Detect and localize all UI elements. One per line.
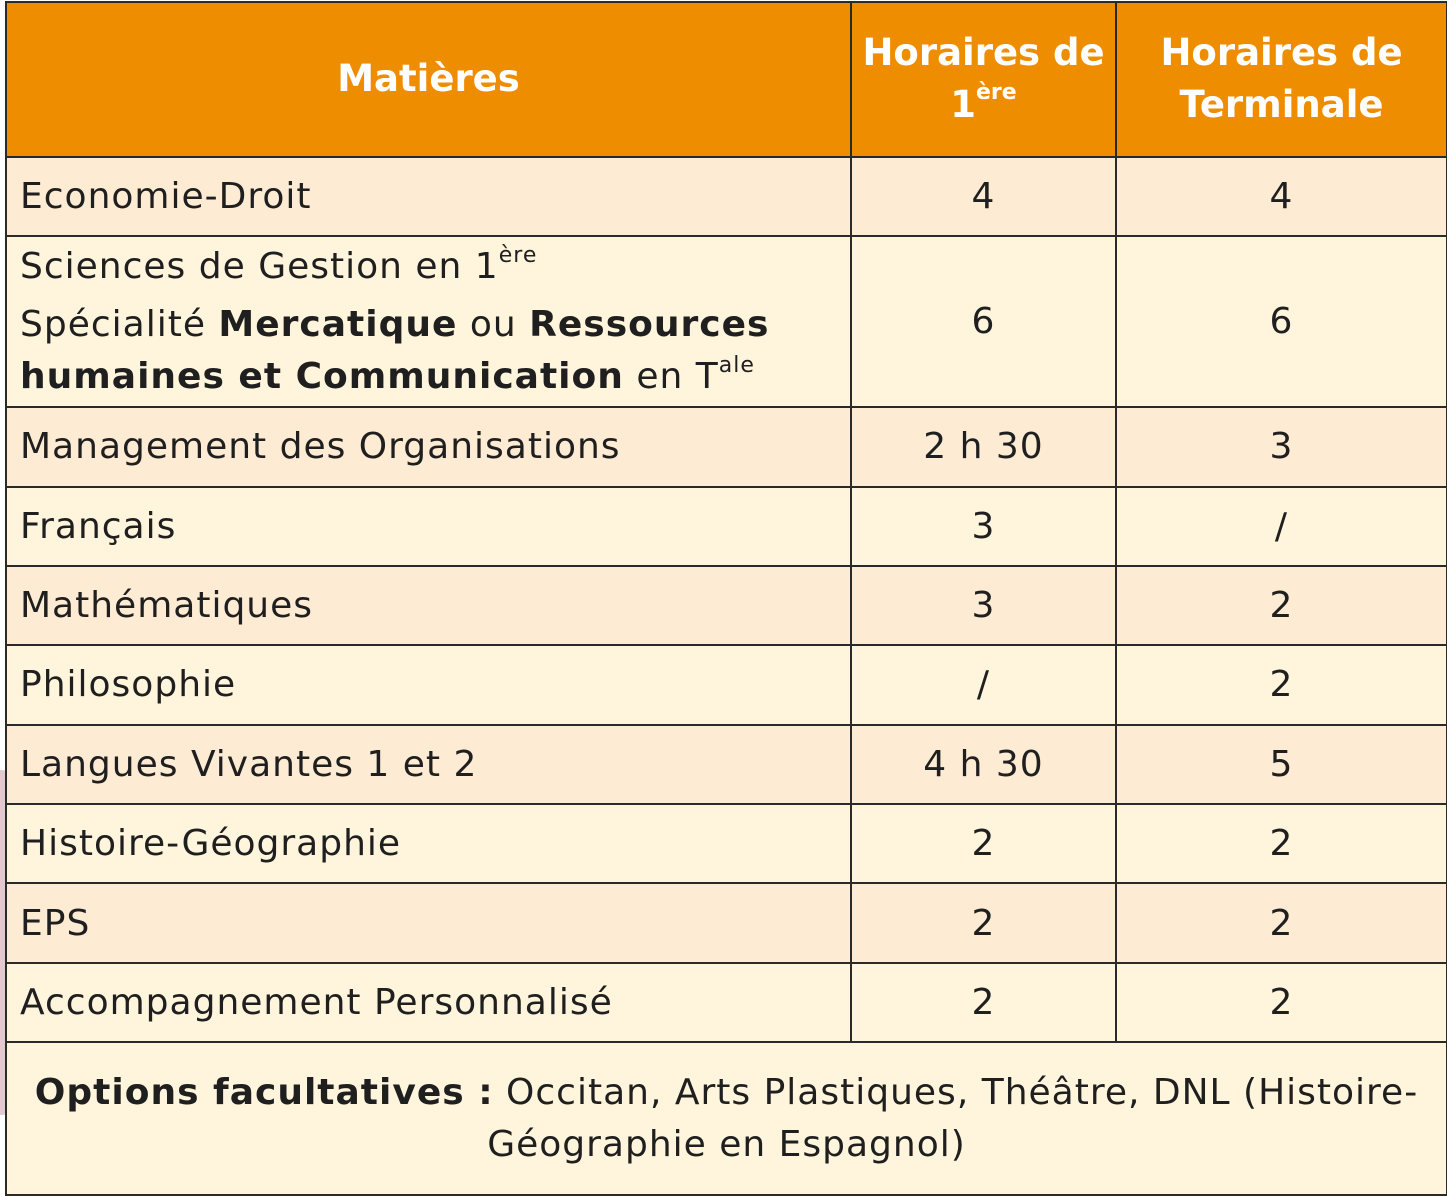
terminal-hours: 3 (1116, 407, 1447, 486)
first-year-hours: 2 (851, 963, 1116, 1042)
subject-cell: Histoire-Géographie (6, 804, 851, 883)
first-year-hours: 4 h 30 (851, 725, 1116, 804)
terminal-hours: 2 (1116, 645, 1447, 724)
table-row (6, 804, 1447, 883)
table-row (6, 407, 1447, 486)
options-label: Options facultatives : (34, 1071, 494, 1113)
subject-cell: Philosophie (6, 645, 851, 724)
table-row (6, 566, 1447, 645)
header-row (6, 2, 1447, 157)
first-year-hours: 3 (851, 566, 1116, 645)
terminal-hours: 2 (1116, 566, 1447, 645)
subject-cell: Sciences de Gestion en 1ère Spécialité Mercatique ou Ressources humaines et Communication en $T^{ale}$ (6, 236, 851, 407)
table-row (6, 963, 1447, 1042)
table-row (6, 883, 1447, 962)
table-row (6, 645, 1447, 724)
first-year-hours: / (851, 645, 1116, 724)
options-cell: Options facultatives : Occitan, Arts Plastiques, Théâtre, DNL (Histoire- Géographie en Espagnol) (6, 1042, 1447, 1195)
subject-cell: Français (6, 487, 851, 566)
first-year-hours: 2 (851, 883, 1116, 962)
first-year-hours: 3 (851, 487, 1116, 566)
table-row (6, 157, 1447, 236)
first-year-hours: 4 (851, 157, 1116, 236)
terminal-hours: / (1116, 487, 1447, 566)
terminal-hours: 2 (1116, 963, 1447, 1042)
options-row (6, 1042, 1447, 1195)
first-year-hours: 2 h 30 (851, 407, 1116, 486)
subject-cell: EPS (6, 883, 851, 962)
subject-cell: Accompagnement Personnalisé (6, 963, 851, 1042)
first-year-hours: 6 (851, 236, 1116, 407)
table-row (6, 236, 1447, 407)
table-row (6, 725, 1447, 804)
first-year-hours: 2 (851, 804, 1116, 883)
table-row (6, 487, 1447, 566)
header-first-year: Horaires de 1ère (851, 2, 1116, 157)
terminal-hours: 2 (1116, 804, 1447, 883)
subject-cell: Economie-Droit (6, 157, 851, 236)
schedule-table (5, 1, 1447, 1196)
header-subjects: Matières (6, 2, 851, 157)
subject-cell: Management des Organisations (6, 407, 851, 486)
terminal-hours: 5 (1116, 725, 1447, 804)
subject-cell: Langues Vivantes 1 et 2 (6, 725, 851, 804)
subject-cell: Mathématiques (6, 566, 851, 645)
terminal-hours: 6 (1116, 236, 1447, 407)
header-terminal: Horaires de Terminale (1116, 2, 1447, 157)
terminal-hours: 2 (1116, 883, 1447, 962)
terminal-hours: 4 (1116, 157, 1447, 236)
